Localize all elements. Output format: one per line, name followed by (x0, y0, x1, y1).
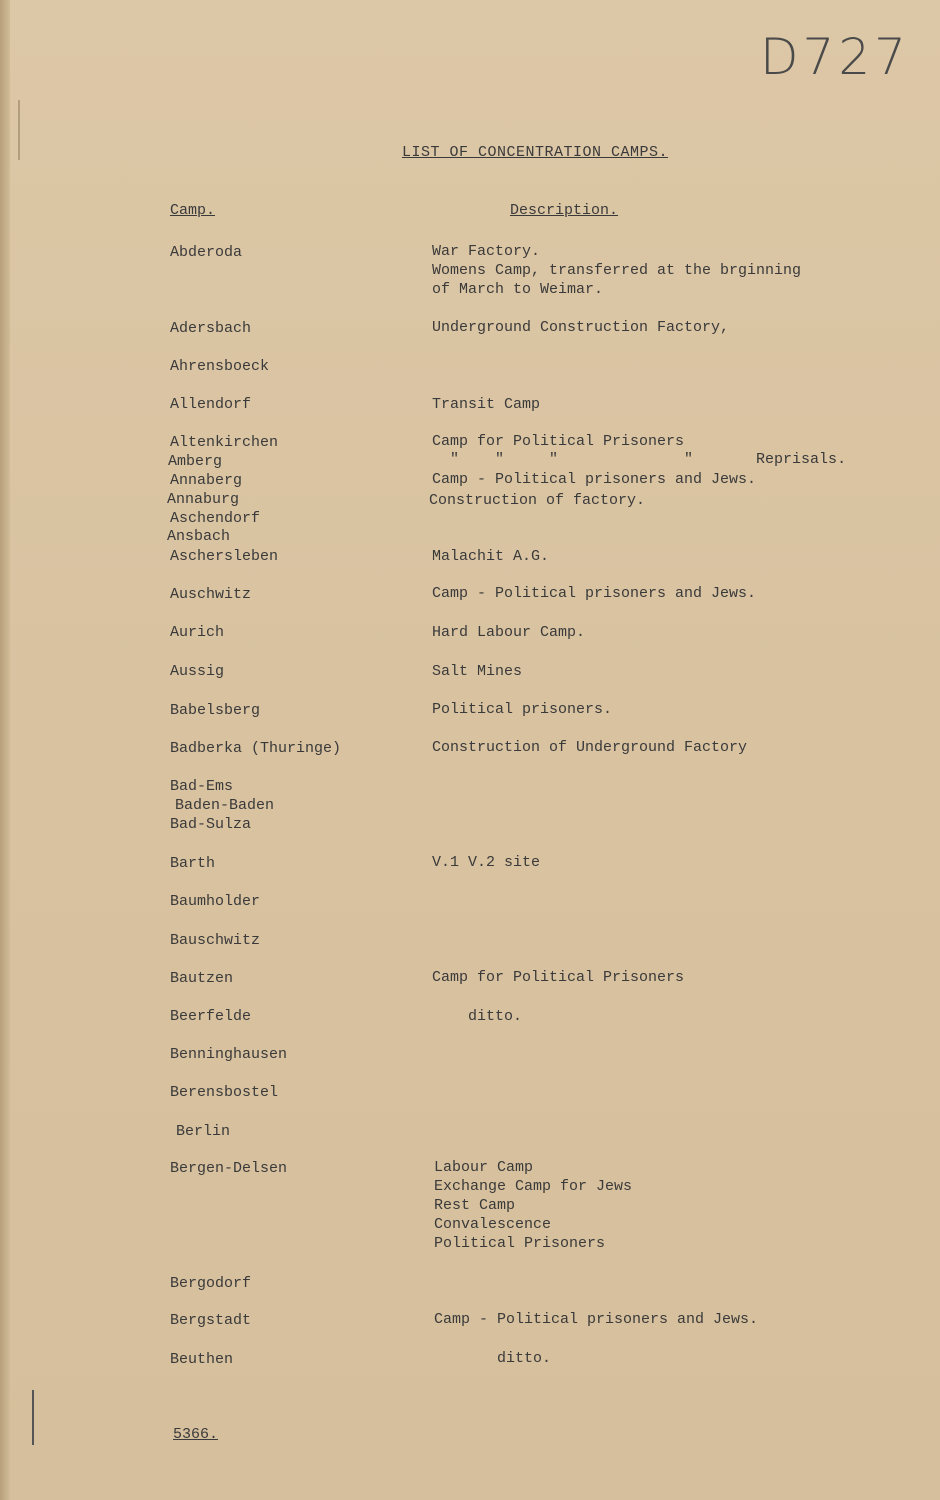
camp-name: Bergen-Delsen (170, 1160, 288, 1177)
camp-description: Camp - Political prisoners and Jews. (434, 1311, 759, 1328)
camp-name: Baden-Baden (175, 797, 275, 814)
camp-name: Berlin (176, 1123, 231, 1140)
page-footer-number: 5366. (173, 1426, 219, 1443)
camp-name: Abderoda (170, 244, 243, 261)
camp-name: Altenkirchen (170, 434, 279, 451)
camp-description: V.1 V.2 site (432, 854, 541, 871)
camp-description: Hard Labour Camp. (432, 624, 586, 641)
camp-name: Beuthen (170, 1351, 234, 1368)
camp-name: Barth (170, 855, 216, 872)
page-title: LIST OF CONCENTRATION CAMPS. (402, 144, 669, 161)
camp-name: Aschersleben (170, 548, 279, 565)
camp-description: Underground Construction Factory, (432, 319, 730, 336)
camp-name: Aurich (170, 624, 225, 641)
camp-description: Camp for Political Prisoners (432, 433, 685, 450)
camp-name: Aussig (170, 663, 225, 680)
camp-name: Bergodorf (170, 1275, 252, 1292)
camp-description: ditto. (432, 1008, 523, 1025)
camp-name: Benninghausen (170, 1046, 288, 1063)
camp-description: ditto. (434, 1350, 552, 1367)
paper-crease (18, 100, 20, 160)
camp-name: Auschwitz (170, 586, 252, 603)
camp-name: Aschendorf (170, 510, 261, 527)
paper-edge (0, 0, 10, 1500)
camp-description: Labour Camp Exchange Camp for Jews Rest Camp Convalescence Political Prisoners (434, 1159, 633, 1252)
camp-name: Bad-Sulza (170, 816, 252, 833)
camp-name: Baumholder (170, 893, 261, 910)
camp-name: Bautzen (170, 970, 234, 987)
camp-name: Adersbach (170, 320, 252, 337)
camp-name: Annaberg (170, 472, 243, 489)
camp-name: Annaburg (167, 491, 240, 508)
camp-description: Construction of factory. (429, 492, 646, 509)
camp-name: Ansbach (167, 528, 231, 545)
camp-name: Badberka (Thuringe) (170, 740, 342, 757)
camp-description: Camp - Political prisoners and Jews. (432, 585, 757, 602)
camp-name: Allendorf (170, 396, 252, 413)
camp-description: Construction of Underground Factory (432, 739, 748, 756)
camp-description: Malachit A.G. (432, 548, 550, 565)
camp-name: Amberg (168, 453, 223, 470)
camp-description: Camp - Political prisoners and Jews. (432, 471, 757, 488)
camp-name: Babelsberg (170, 702, 261, 719)
camp-description: Transit Camp (432, 396, 541, 413)
camp-description: Political prisoners. (432, 701, 613, 718)
camp-name: Beerfelde (170, 1008, 252, 1025)
camp-name: Bergstadt (170, 1312, 252, 1329)
ink-mark (32, 1390, 34, 1445)
reference-number: D727 (760, 28, 910, 86)
camp-description: " " " " Reprisals. (450, 451, 847, 468)
camp-name: Bauschwitz (170, 932, 261, 949)
camp-description: Camp for Political Prisoners (432, 969, 685, 986)
column-header-camp: Camp. (170, 202, 216, 219)
camp-name: Berensbostel (170, 1084, 279, 1101)
camp-name: Ahrensboeck (170, 358, 270, 375)
column-header-description: Description. (510, 202, 619, 219)
camp-name: Bad-Ems (170, 778, 234, 795)
camp-description: Salt Mines (432, 663, 523, 680)
camp-description: War Factory. Womens Camp, transferred at the brginning of March to Weimar. (432, 243, 802, 298)
